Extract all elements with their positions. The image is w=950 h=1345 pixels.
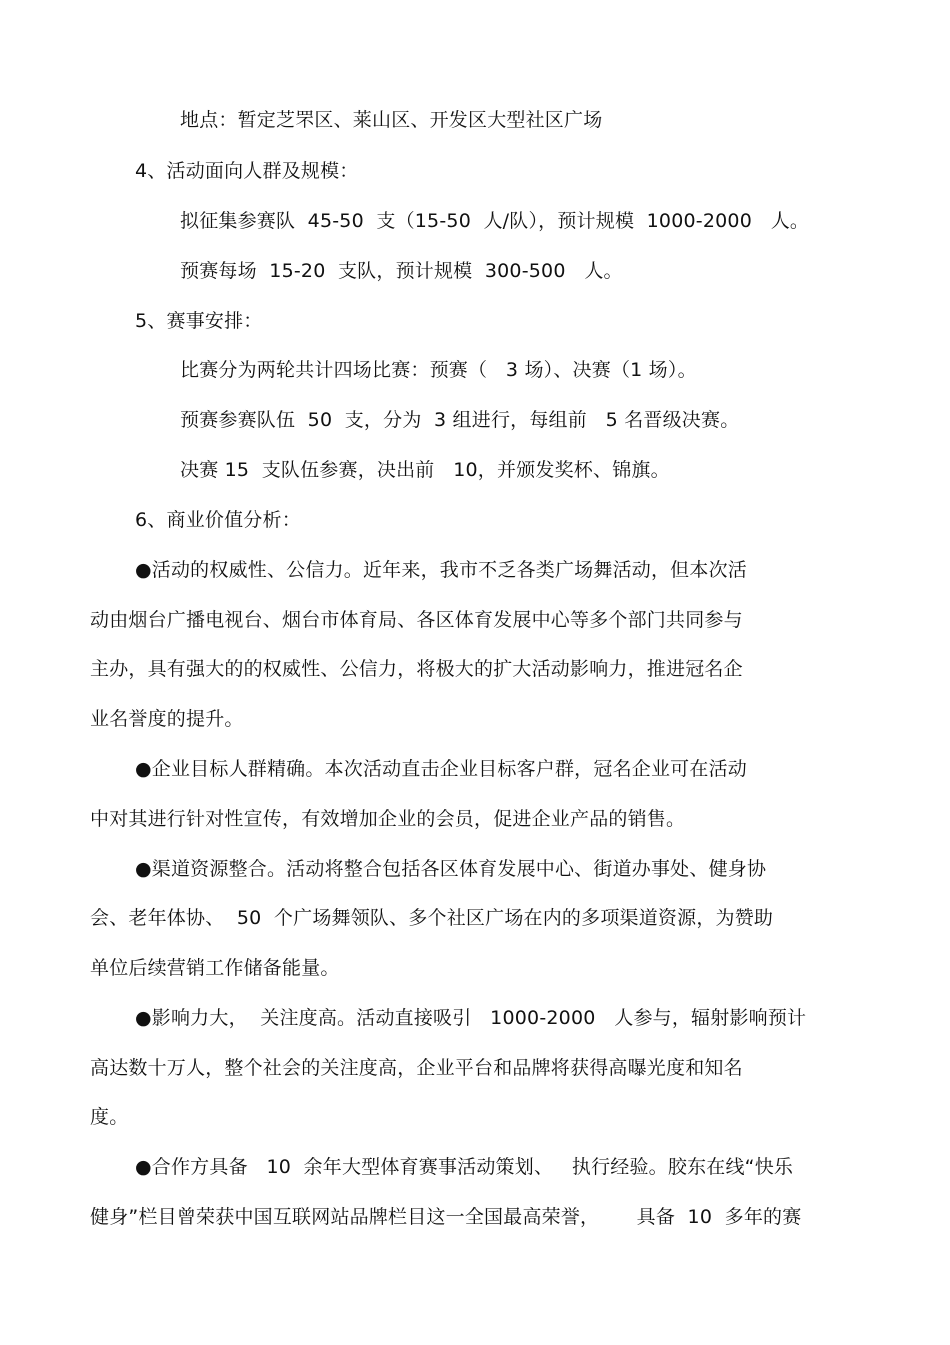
section4-heading: 4、活动面向人群及规模：	[135, 160, 359, 182]
paragraph-1-line-1: ●活动的权威性、公信力。近年来，我市不乏各类广场舞活动，但本次活	[135, 559, 747, 581]
paragraph-1-line-2: 动由烟台广播电视台、烟台市体育局、各区体育发展中心等多个部门共同参与	[90, 609, 743, 631]
paragraph-2-line-1: ●企业目标人群精确。本次活动直击企业目标客户群，冠名企业可在活动	[135, 758, 747, 780]
paragraph-1-line-3: 主办，具有强大的的权威性、公信力，将极大的扩大活动影响力，推进冠名企	[90, 658, 743, 680]
paragraph-4-line-3: 度。	[90, 1106, 129, 1128]
paragraph-5-line-2: 健身”栏目曾荣获中国互联网站品牌栏目这一全国最高荣誉， 具备 10 多年的赛	[90, 1206, 802, 1228]
paragraph-1-line-4: 业名誉度的提升。	[90, 708, 244, 730]
section6-heading: 6、商业价值分析：	[135, 509, 301, 531]
paragraph-4-line-2: 高达数十万人，整个社会的关注度高，企业平台和品牌将获得高曝光度和知名	[90, 1057, 743, 1079]
paragraph-3-line-1: ●渠道资源整合。活动将整合包括各区体育发展中心、街道办事处、健身协	[135, 858, 767, 880]
section5-line-3: 决赛 15 支队伍参赛，决出前 10，并颁发奖杯、锦旗。	[180, 459, 670, 481]
section4-line-1: 拟征集参赛队 45-50 支（15-50 人/队），预计规模 1000-2000 人。	[180, 210, 810, 232]
section5-line-1: 比赛分为两轮共计四场比赛：预赛（ 3 场）、决赛（1 场）。	[180, 359, 697, 381]
section5-line-2: 预赛参赛队伍 50 支，分为 3 组进行，每组前 5 名晋级决赛。	[180, 409, 740, 431]
paragraph-3-line-3: 单位后续营销工作储备能量。	[90, 957, 340, 979]
paragraph-3-line-2: 会、老年体协、 50 个广场舞领队、多个社区广场在内的多项渠道资源，为赞助	[90, 907, 774, 929]
paragraph-2-line-2: 中对其进行针对性宣传，有效增加企业的会员，促进企业产品的销售。	[90, 808, 686, 830]
section5-heading: 5、赛事安排：	[135, 310, 263, 332]
location-line: 地点：暂定芝罘区、莱山区、开发区大型社区广场	[180, 109, 603, 131]
paragraph-4-line-1: ●影响力大， 关注度高。活动直接吸引 1000-2000 人参与，辐射影响预计	[135, 1007, 807, 1029]
paragraph-5-line-1: ●合作方具备 10 余年大型体育赛事活动策划、 执行经验。胶东在线“快乐	[135, 1156, 794, 1178]
section4-line-2: 预赛每场 15-20 支队，预计规模 300-500 人。	[180, 260, 623, 282]
